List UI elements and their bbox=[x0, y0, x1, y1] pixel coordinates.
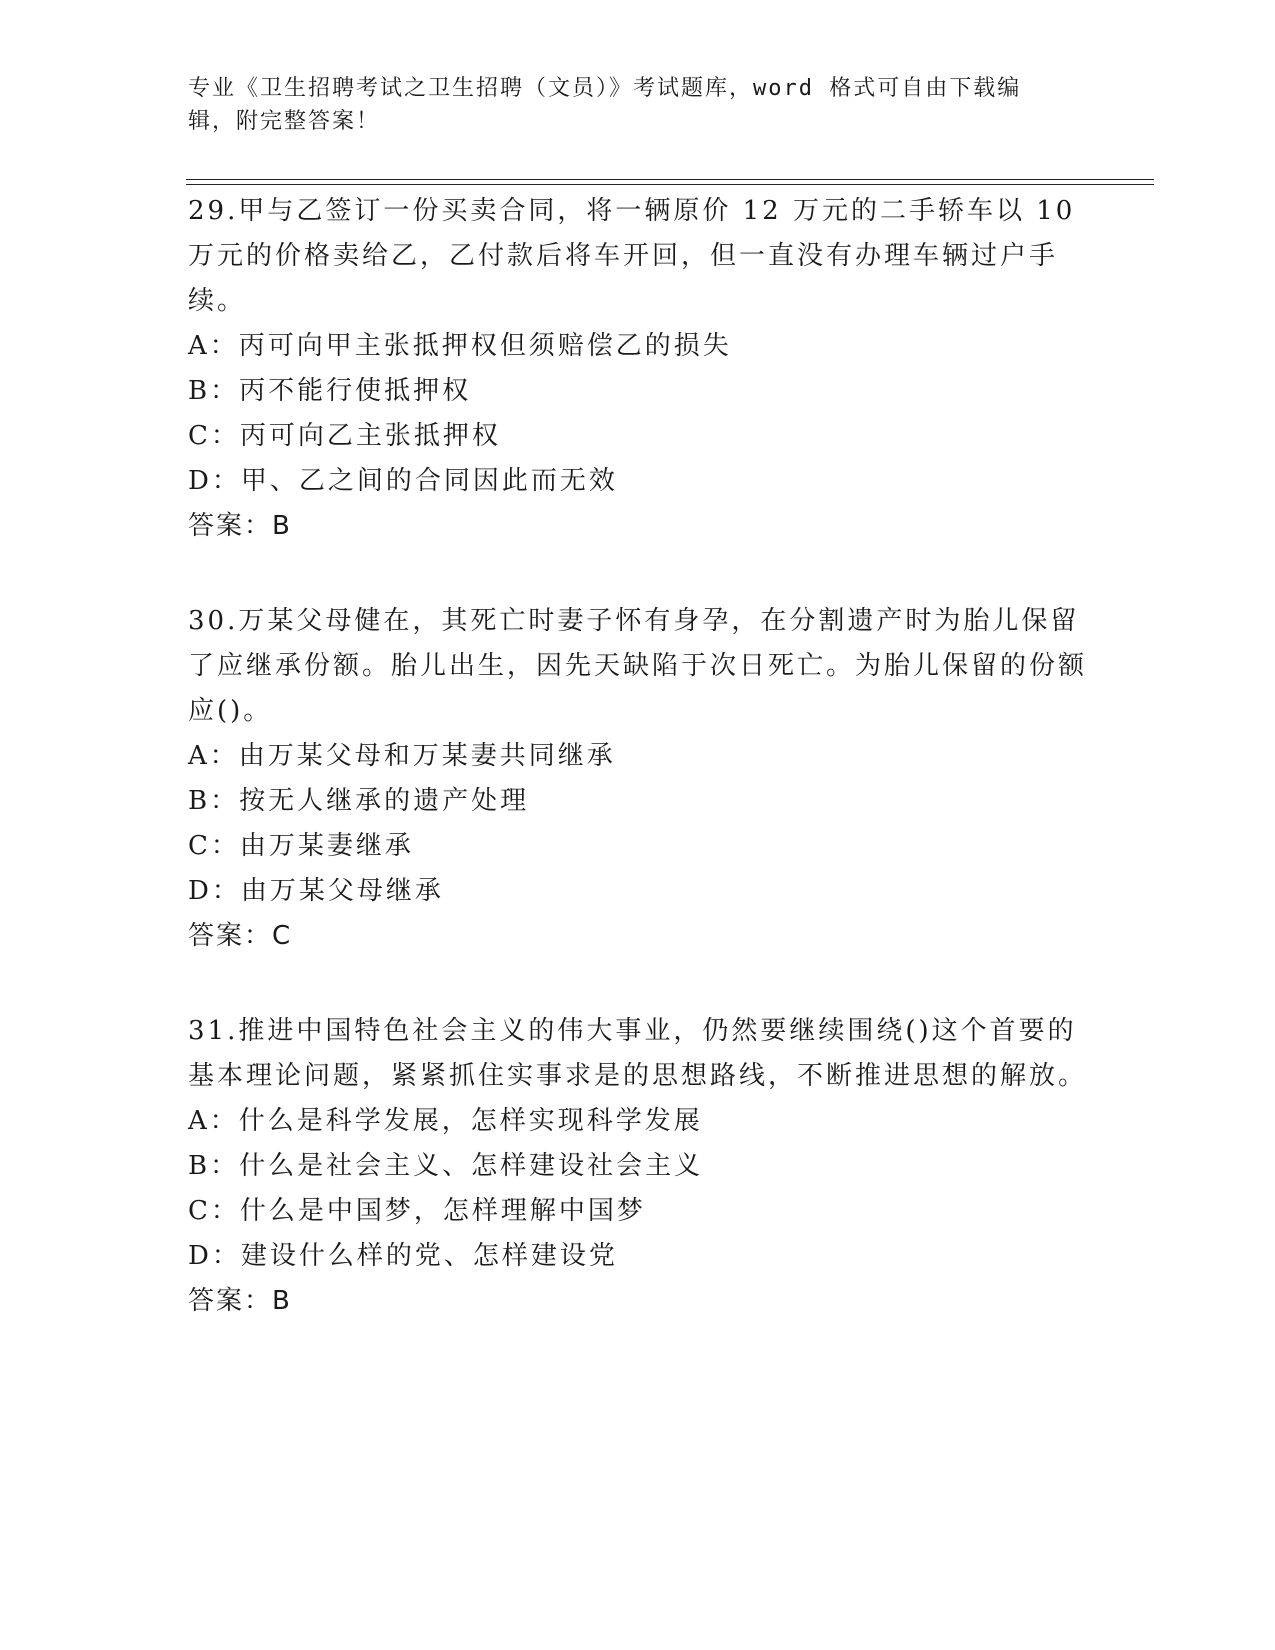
answer-line: 答案：B bbox=[188, 511, 292, 541]
option-c: C：由万某妻继承 bbox=[188, 831, 414, 861]
option-b: B：丙不能行使抵押权 bbox=[188, 376, 472, 406]
option-d: D：由万某父母继承 bbox=[188, 876, 444, 906]
question-stem: 31.推进中国特色社会主义的伟大事业，仍然要继续围绕()这个首要的基本理论问题，紧紧抓住实事求是的思想路线，不断推进思想的解放。 bbox=[188, 1016, 1088, 1091]
answer-line: 答案：C bbox=[188, 921, 293, 951]
question-stem: 30.万某父母健在，其死亡时妻子怀有身孕，在分割遗产时为胎儿保留了应继承份额。胎儿出生，因先天缺陷于次日死亡。为胎儿保留的份额应()。 bbox=[188, 606, 1088, 726]
option-c: C：什么是中国梦，怎样理解中国梦 bbox=[188, 1196, 646, 1226]
option-a: A：由万某父母和万某妻共同继承 bbox=[188, 741, 616, 771]
option-b: B：什么是社会主义、怎样建设社会主义 bbox=[188, 1151, 704, 1181]
document-header: 专业《卫生招聘考试之卫生招聘（文员）》考试题库，word 格式可自由下载编辑，附完整答案！ bbox=[188, 76, 1022, 134]
question-31 bbox=[188, 1009, 1088, 1324]
question-29 bbox=[188, 189, 1088, 549]
option-d: D：建设什么样的党、怎样建设党 bbox=[188, 1241, 618, 1271]
header-divider-top bbox=[186, 179, 1154, 180]
option-a: A：什么是科学发展，怎样实现科学发展 bbox=[188, 1106, 703, 1136]
option-d: D：甲、乙之间的合同因此而无效 bbox=[188, 466, 618, 496]
option-b: B：按无人继承的遗产处理 bbox=[188, 786, 530, 816]
header-divider-bottom bbox=[186, 184, 1154, 185]
answer-line: 答案：B bbox=[188, 1286, 292, 1316]
question-stem: 29.甲与乙签订一份买卖合同，将一辆原价 12 万元的二手轿车以 10 万元的价格卖给乙，乙付款后将车开回，但一直没有办理车辆过户手续。 bbox=[188, 196, 1076, 316]
option-a: A：丙可向甲主张抵押权但须赔偿乙的损失 bbox=[188, 331, 732, 361]
option-c: C：丙可向乙主张抵押权 bbox=[188, 421, 501, 451]
question-30 bbox=[188, 599, 1088, 959]
